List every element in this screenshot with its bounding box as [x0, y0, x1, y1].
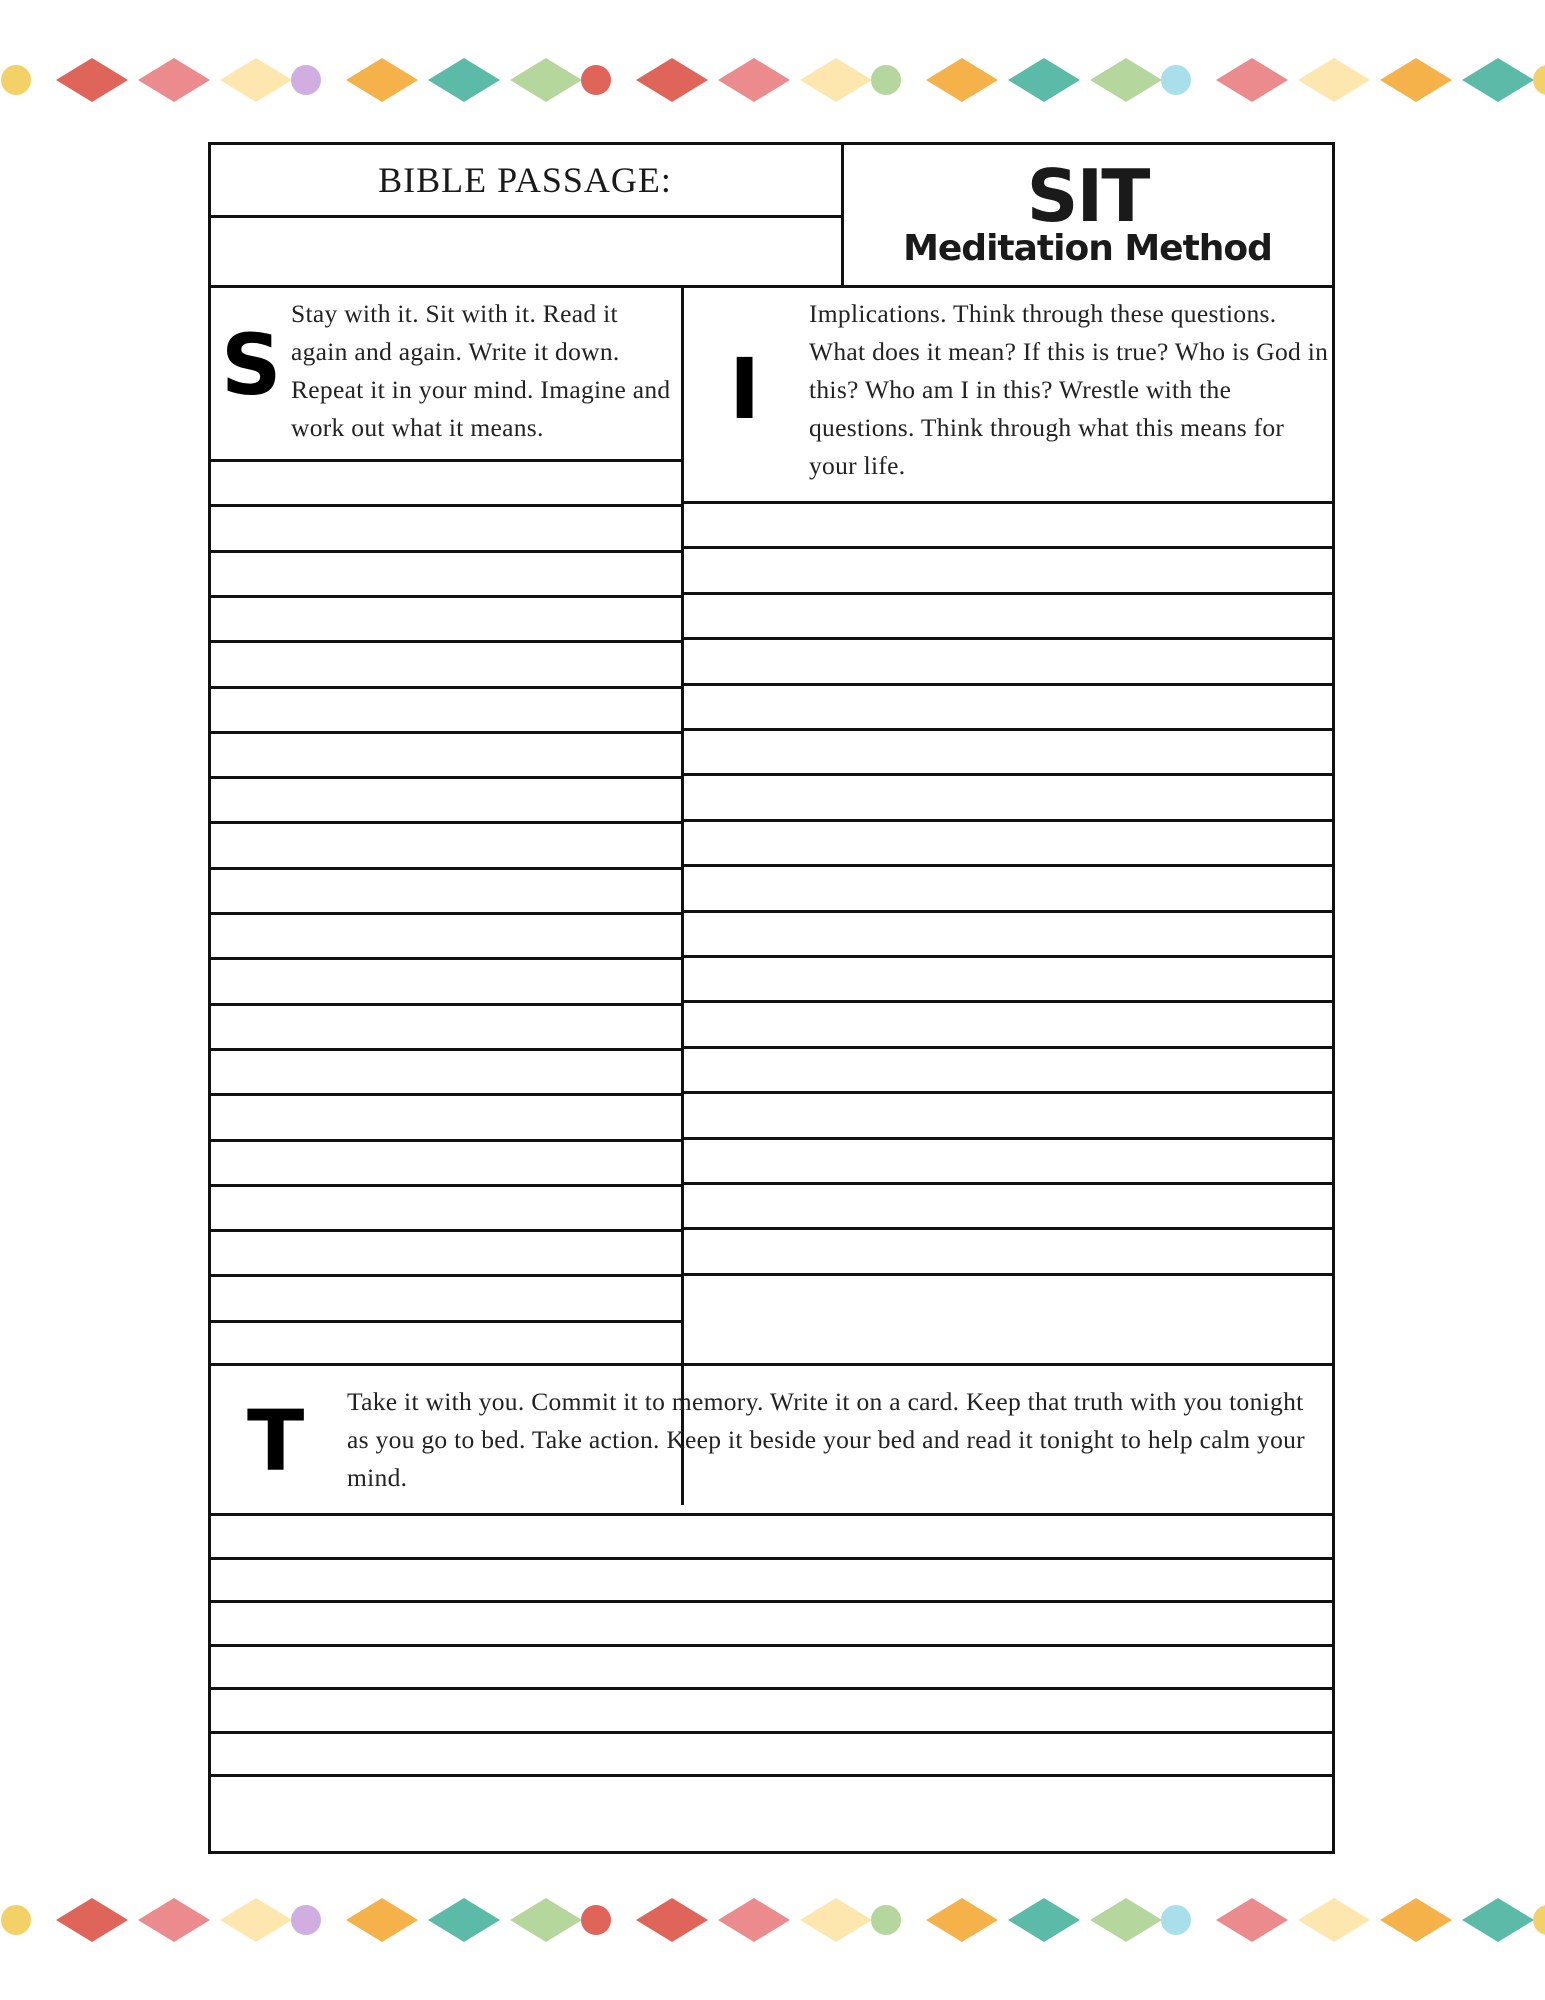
writing-line[interactable]	[211, 1731, 1332, 1734]
section-t-instructions: Take it with you. Commit it to memory. Write it on a card. Keep that truth with you tonight as you go to bed. Take action. Keep it beside your bed and read it tonight to help calm your mind.	[347, 1387, 1305, 1492]
writing-line[interactable]	[683, 1000, 1333, 1003]
diamond-border-bottom	[0, 1880, 1545, 1960]
decor-diamond	[1380, 58, 1452, 102]
writing-line[interactable]	[211, 1003, 683, 1006]
writing-line[interactable]	[683, 728, 1333, 731]
decor-diamond	[428, 1898, 500, 1942]
writing-line[interactable]	[211, 1644, 1332, 1647]
decor-diamond	[220, 1898, 292, 1942]
divider	[211, 285, 1332, 288]
decor-diamond	[1008, 1898, 1080, 1942]
decor-dot	[581, 1905, 611, 1935]
decor-diamond	[636, 1898, 708, 1942]
decor-diamond	[1216, 1898, 1288, 1942]
decor-diamond	[346, 58, 418, 102]
writing-line[interactable]	[211, 459, 683, 462]
bottom-decorative-border	[0, 1880, 1545, 1960]
decor-diamond	[718, 58, 790, 102]
writing-line[interactable]	[211, 1320, 683, 1323]
decor-diamond	[220, 58, 292, 102]
decor-diamond	[1298, 1898, 1370, 1942]
decor-dot	[871, 65, 901, 95]
writing-line[interactable]	[211, 1048, 683, 1051]
decor-diamond	[926, 58, 998, 102]
decor-dot	[871, 1905, 901, 1935]
section-t-letter: T	[247, 1392, 305, 1490]
writing-line[interactable]	[683, 546, 1333, 549]
decor-dot	[581, 65, 611, 95]
writing-line[interactable]	[211, 1513, 1332, 1516]
decor-dot	[1161, 1905, 1191, 1935]
decor-dot	[1161, 65, 1191, 95]
section-i-letter: I	[729, 340, 761, 438]
writing-line[interactable]	[211, 686, 683, 689]
section-s-letter: S	[221, 316, 282, 414]
decor-diamond	[138, 58, 210, 102]
writing-line[interactable]	[211, 595, 683, 598]
writing-line[interactable]	[683, 1046, 1333, 1049]
decor-dot	[1533, 1905, 1545, 1935]
decor-diamond	[1380, 1898, 1452, 1942]
writing-line[interactable]	[683, 1227, 1333, 1230]
writing-line[interactable]	[211, 550, 683, 553]
bible-passage-field[interactable]	[211, 217, 839, 287]
decor-diamond	[428, 58, 500, 102]
decor-diamond	[636, 58, 708, 102]
writing-line[interactable]	[683, 864, 1333, 867]
writing-line[interactable]	[211, 1774, 1332, 1777]
decor-diamond	[800, 58, 872, 102]
decor-diamond	[510, 1898, 582, 1942]
decor-diamond	[56, 58, 128, 102]
decor-dot	[1, 1905, 31, 1935]
writing-line[interactable]	[211, 912, 683, 915]
writing-line[interactable]	[683, 1182, 1333, 1185]
decor-diamond	[138, 1898, 210, 1942]
writing-line[interactable]	[211, 640, 683, 643]
writing-line[interactable]	[683, 819, 1333, 822]
writing-line[interactable]	[683, 1091, 1333, 1094]
writing-line[interactable]	[211, 1600, 1332, 1603]
writing-line[interactable]	[211, 504, 683, 507]
decor-diamond	[800, 1898, 872, 1942]
top-decorative-border	[0, 40, 1545, 120]
decor-dot	[291, 65, 321, 95]
decor-diamond	[1462, 58, 1534, 102]
decor-diamond	[926, 1898, 998, 1942]
decor-dot	[1, 65, 31, 95]
decor-diamond	[1008, 58, 1080, 102]
writing-line[interactable]	[211, 776, 683, 779]
writing-line[interactable]	[211, 1093, 683, 1096]
writing-line[interactable]	[211, 1687, 1332, 1690]
writing-line[interactable]	[211, 821, 683, 824]
decor-diamond	[1462, 1898, 1534, 1942]
decor-dot	[1533, 65, 1545, 95]
title-sit: SIT	[1026, 154, 1149, 238]
writing-line[interactable]	[211, 731, 683, 734]
writing-line[interactable]	[683, 637, 1333, 640]
decor-diamond	[1090, 58, 1162, 102]
writing-line[interactable]	[211, 1229, 683, 1232]
writing-line[interactable]	[683, 1273, 1333, 1276]
writing-line[interactable]	[211, 957, 683, 960]
writing-line[interactable]	[211, 867, 683, 870]
bible-passage-label: BIBLE PASSAGE:	[378, 160, 672, 200]
worksheet	[208, 142, 1335, 1854]
writing-line[interactable]	[211, 1184, 683, 1187]
decor-diamond	[1216, 58, 1288, 102]
section-s-instructions: Stay with it. Sit with it. Read it again and again. Write it down. Repeat it in your mind. Imagine and work out what it means.	[291, 299, 671, 442]
writing-line[interactable]	[211, 1557, 1332, 1560]
title-block	[843, 145, 1332, 287]
writing-line[interactable]	[683, 592, 1333, 595]
decor-diamond	[56, 1898, 128, 1942]
writing-line[interactable]	[683, 773, 1333, 776]
decor-diamond	[510, 58, 582, 102]
decor-diamond	[718, 1898, 790, 1942]
decor-diamond	[346, 1898, 418, 1942]
writing-line[interactable]	[683, 683, 1333, 686]
decor-diamond	[1298, 58, 1370, 102]
writing-line[interactable]	[211, 1139, 683, 1142]
writing-line[interactable]	[683, 910, 1333, 913]
writing-line[interactable]	[683, 501, 1333, 504]
decor-dot	[291, 1905, 321, 1935]
writing-line[interactable]	[683, 1137, 1333, 1140]
diamond-border-top	[0, 40, 1545, 120]
divider	[211, 1363, 1332, 1366]
title-subtitle: Meditation Method	[903, 228, 1272, 269]
writing-line[interactable]	[211, 1274, 683, 1277]
section-i-instructions: Implications. Think through these questions. What does it mean? If this is true? Who is God in this? Who am I in this? Wrestle with the questions. Think through what this means for your life.	[809, 299, 1329, 480]
writing-line[interactable]	[683, 955, 1333, 958]
decor-diamond	[1090, 1898, 1162, 1942]
